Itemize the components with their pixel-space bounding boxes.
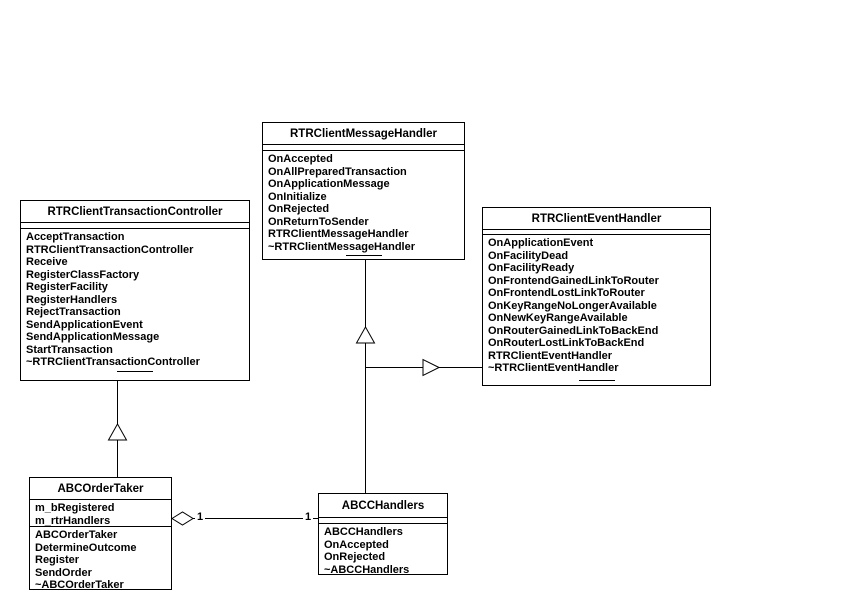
class-box-abcordertaker[interactable]: [29, 477, 172, 590]
member-row: ~ABCOrderTaker: [35, 579, 124, 591]
member-row: OnRejected: [324, 551, 386, 563]
member-row: RegisterHandlers: [26, 293, 118, 306]
class-box-rtrclienttransactioncontroller[interactable]: [20, 200, 250, 381]
member-row: OnFacilityDead: [488, 249, 569, 262]
methods-compartment: [483, 235, 710, 375]
multiplicity-label-whole-end: 1: [197, 511, 204, 523]
multiplicity-label-part-end: 1: [305, 511, 312, 523]
member-row: OnRouterGainedLinkToBackEnd: [488, 324, 659, 337]
class-title: ABCOrderTaker: [30, 478, 171, 500]
member-row: RTRClientMessageHandler: [268, 228, 409, 240]
member-row: SendApplicationEvent: [26, 318, 143, 331]
aggregation-diamond-icon: [172, 512, 193, 525]
member-row: OnApplicationMessage: [268, 178, 390, 190]
generalization-abcchandlers-to-rtrclientmessagehandler[interactable]: [357, 260, 375, 493]
truncation-indicator: [579, 380, 615, 381]
attributes-compartment: [30, 500, 171, 527]
methods-compartment: [263, 151, 464, 253]
methods-compartment: [21, 229, 249, 369]
member-row: ABCOrderTaker: [35, 529, 118, 541]
member-row: DetermineOutcome: [35, 541, 137, 554]
member-row: OnAllPreparedTransaction: [268, 165, 407, 178]
truncation-indicator: [117, 371, 153, 372]
member-row: OnInitialize: [268, 190, 327, 203]
truncation-indicator: [346, 255, 382, 256]
member-row: RegisterFacility: [26, 281, 108, 293]
generalization-abcordertaker-to-rtrclienttransactioncontroller[interactable]: [109, 381, 127, 477]
member-row: OnApplicationEvent: [488, 237, 594, 249]
member-row: RTRClientTransactionController: [26, 243, 194, 256]
class-box-abcchandlers[interactable]: [318, 493, 448, 575]
member-row: ~ABCCHandlers: [324, 563, 410, 576]
member-row: StartTransaction: [26, 343, 113, 356]
member-row: ~RTRClientEventHandler: [488, 362, 619, 374]
generalization-abcchandlers-to-rtrclienteventhandler[interactable]: [366, 360, 483, 376]
class-title: ABCCHandlers: [319, 494, 447, 518]
member-row: OnAccepted: [324, 538, 389, 551]
member-row: ABCCHandlers: [324, 526, 403, 538]
generalization-triangle-icon: [423, 360, 439, 376]
member-row: OnRouterLostLinkToBackEnd: [488, 337, 645, 349]
member-row: OnAccepted: [268, 153, 333, 165]
member-row: SendApplicationMessage: [26, 331, 160, 343]
member-row: AcceptTransaction: [26, 231, 125, 243]
member-row: OnNewKeyRangeAvailable: [488, 312, 628, 324]
member-row: m_rtrHandlers: [35, 514, 111, 527]
generalization-triangle-icon: [109, 424, 127, 440]
class-title: RTRClientEventHandler: [483, 208, 710, 230]
methods-compartment: [30, 527, 171, 592]
member-row: SendOrder: [35, 566, 92, 579]
member-row: OnKeyRangeNoLongerAvailable: [488, 299, 657, 312]
class-title: RTRClientTransactionController: [21, 201, 249, 223]
class-box-rtrclientmessagehandler[interactable]: [262, 122, 465, 260]
member-row: ~RTRClientMessageHandler: [268, 240, 416, 253]
member-row: OnRejected: [268, 203, 330, 215]
member-row: OnFrontendLostLinkToRouter: [488, 287, 645, 299]
member-row: m_bRegistered: [35, 502, 115, 514]
member-row: RejectTransaction: [26, 306, 121, 318]
member-row: OnFacilityReady: [488, 262, 575, 274]
member-row: Receive: [26, 256, 68, 268]
member-row: OnFrontendGainedLinkToRouter: [488, 274, 659, 287]
member-row: RTRClientEventHandler: [488, 349, 613, 362]
class-title: RTRClientMessageHandler: [263, 123, 464, 145]
member-row: Register: [35, 554, 80, 566]
aggregation-abcordertaker-abcchandlers[interactable]: [172, 512, 318, 525]
methods-compartment: [319, 524, 447, 576]
member-row: RegisterClassFactory: [26, 268, 140, 281]
class-box-rtrclienteventhandler[interactable]: [482, 207, 711, 386]
generalization-triangle-icon: [357, 327, 375, 343]
member-row: ~RTRClientTransactionController: [26, 356, 200, 368]
member-row: OnReturnToSender: [268, 215, 369, 228]
